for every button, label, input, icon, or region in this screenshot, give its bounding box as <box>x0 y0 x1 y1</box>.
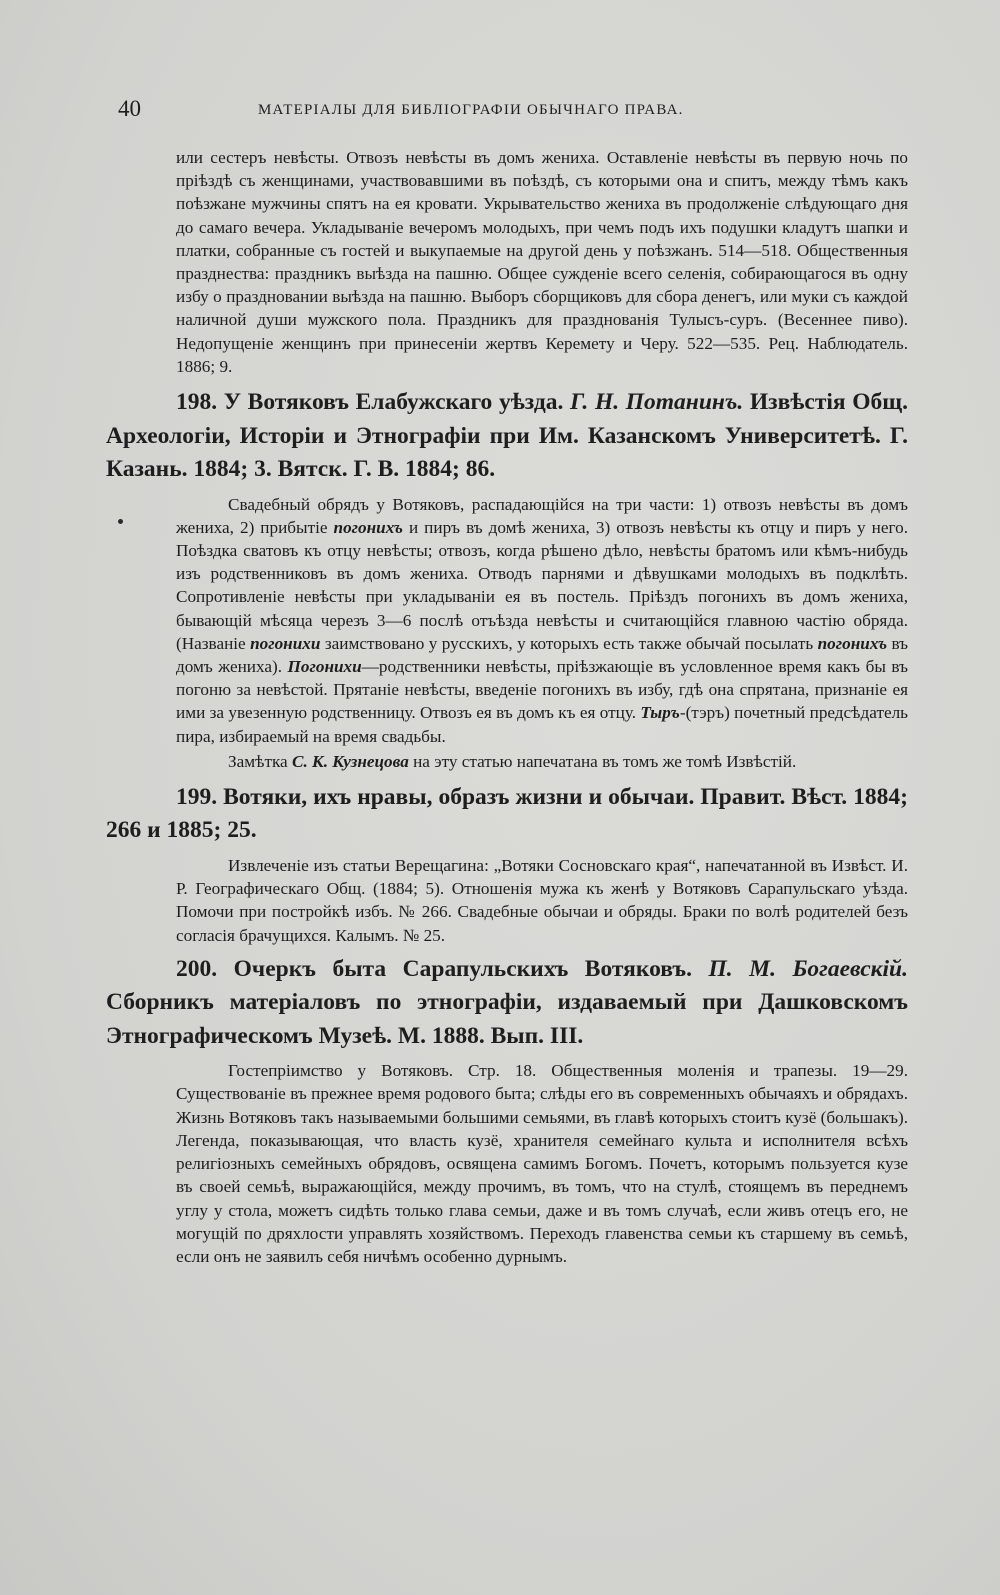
term-pogonikh: погонихъ <box>817 633 888 653</box>
entry-198-paragraph-1 <box>176 493 908 748</box>
text-run: —родственники невѣсты, пріѣзжающіе въ условленное время какъ бы въ погоню за невѣстой. Прятаніе невѣсты, введеніе погонихъ въ избу, гдѣ она спрятана, признаніе ея ими за увезенную родственницу. Отвозъ ея въ домъ къ ея отцу. <box>176 656 908 723</box>
entry-200-paragraph: Гостепріимство у Вотяковъ. Стр. 18. Общественныя моленія и трапезы. 19—29. Существованіе въ прежнее время родового быта; слѣды его въ современныхъ обычаяхъ и обрядахъ. Жизнь Вотяковъ такъ называемыми большими семьями, въ главѣ которыхъ стоитъ кузё (большакъ). Легенда, показывающая, что власть кузё, хранителя семейнаго культа и исполнителя всѣхъ религіозныхъ семейныхъ обрядовъ, освящена самимъ Богомъ. Почетъ, которымъ пользуется кузе въ своей семьѣ, выражающійся, между прочимъ, въ томъ, что на стулѣ, стоящемъ въ переднемъ углу у стола, можетъ сидѣть только глава семьи, даже и въ томъ случаѣ, если живъ отецъ его, не могущій по дряхлости управлять хозяйствомъ. Переходъ главенства семьи къ старшему въ семьѣ, если онъ не заявилъ себя ничѣмъ особенно дурнымъ. <box>176 1061 908 1266</box>
page-number: 40 <box>118 96 141 121</box>
intro-paragraph: или сестеръ невѣсты. Отвозъ невѣсты въ домъ жениха. Оставленіе невѣсты въ первую ночь по пріѣздѣ съ женщинами, участвовавшими въ поѣздѣ, съ которыми она и спитъ, между тѣмъ какъ поѣзжане мужчины спятъ на ея кровати. Укрывательство жениха въ продолженіе слѣдующаго дня до самаго вечера. Укладываніе вечеромъ молодыхъ, при чемъ подъ ихъ подушки кладутъ шапки и платки, собранные съ гостей и выкупаемые на другой день у поѣзжанъ. 514—518. Общественныя празднества: праздникъ выѣзда на пашню. Общее сужденіе всего селенія, собирающагося въ одну избу о праздновании выѣзда на пашню. Выборъ сборщиковъ для сбора денегъ, или муки съ каждой наличной души мужского пола. Праздникъ для празднованія Тулысъ-суръ. (Весеннее пиво). Недопущеніе женщинъ при принесеніи жертвъ Керемету и Черу. 522—535. Рец. Наблюдатель. 1886; 9. <box>176 148 908 376</box>
entry-200-heading <box>106 953 908 1054</box>
entry-199-paragraph: Извлеченіе изъ статьи Верещагина: „Вотяки Сосновскаго края“, напечатанной въ Извѣст. И. Р. Географическаго Общ. (1884; 5). Отношенія мужа къ женѣ у Вотяковъ Сарапульскаго уѣзда. Помочи при постройкѣ избъ. № 266. Свадебные обычаи и обряды. Браки по волѣ родителей безъ согласія брачущихся. Калымъ. № 25. <box>176 855 908 945</box>
page-header-title: МАТЕРІАЛЫ ДЛЯ БИБЛІОГРАФІИ ОБЫЧНАГО ПРАВА. <box>258 102 684 118</box>
term-pogonikhi: погонихи <box>250 633 321 653</box>
running-head <box>118 96 778 130</box>
text-run: Свадебный обрядъ у Вотяковъ, распадающійся на три части: 1) отвозъ невѣсты въ домъ жениха, 2) прибытіе <box>176 494 908 537</box>
entry-200-source: Сборникъ матеріаловъ по этнографіи, издаваемый при Дашковскомъ Этнографическомъ Музеѣ. М. 1888. Вып. III. <box>106 989 908 1049</box>
entry-198-author: Г. Н. Потанинъ. <box>570 389 744 416</box>
text-run: и пиръ въ домѣ жениха, 3) отвозъ невѣсты къ отцу и пиръ у него. Поѣздка сватовъ къ отцу невѣсты; отвозъ, когда рѣшено дѣло, невѣсты братомъ или кѣмъ-нибудь изъ родственниковъ въ домъ жениха. Отводъ парнями и дѣвушками молодыхъ въ подклѣть. Сопротивленіе невѣсты при укладываніи ея въ постель. Пріѣздъ погонихъ въ домъ жениха, бывающій мѣсяца черезъ 3—6 послѣ отъѣзда невѣсты и считающійся главною частію обряда. (Названіе <box>176 517 909 653</box>
term-tyr: Тыръ <box>640 703 680 723</box>
text-run: Замѣтка <box>228 751 288 771</box>
entry-198-paragraph-2 <box>176 750 908 773</box>
entry-200-title: Очеркъ быта Сарапульскихъ Вотяковъ. <box>233 955 692 982</box>
author-kuznetsov: С. К. Кузнецова <box>291 751 409 771</box>
entry-198-heading <box>106 386 908 487</box>
entry-199-number: 199. <box>176 783 218 810</box>
text-run: въ домъ жениха). <box>176 633 909 676</box>
margin-dot <box>118 519 123 524</box>
entry-200-number: 200. <box>176 955 218 982</box>
text-run: -(тэръ) почетный предсѣдатель пира, избираемый на время свадьбы. <box>176 703 908 746</box>
term-pogonikhi: Погонихи <box>287 656 362 676</box>
entry-200-author: П. М. Богаевскій. <box>708 955 909 982</box>
entry-198-number: 198. <box>176 389 218 416</box>
text-run: заимствовано у русскихъ, у которыхъ есть также обычай посылать <box>324 633 814 653</box>
entry-198-source: Извѣстія Общ. Археологіи, Исторіи и Этнографіи при Им. Казанскомъ Университетѣ. Г. Казань. 1884; 3. Вятск. Г. В. 1884; 86. <box>106 389 909 483</box>
term-pogonikh: погонихъ <box>333 517 403 537</box>
entry-199-title: Вотяки, ихъ нравы, образъ жизни и обычаи. Правит. Вѣст. 1884; 266 и 1885; 25. <box>106 783 908 844</box>
text-run: на эту статью напечатана въ томъ же томѣ Извѣстій. <box>413 751 797 771</box>
entry-198-title: У Вотяковъ Елабужскаго уѣзда. <box>223 389 564 416</box>
text-column <box>106 146 909 1268</box>
entry-199-heading <box>106 781 908 848</box>
